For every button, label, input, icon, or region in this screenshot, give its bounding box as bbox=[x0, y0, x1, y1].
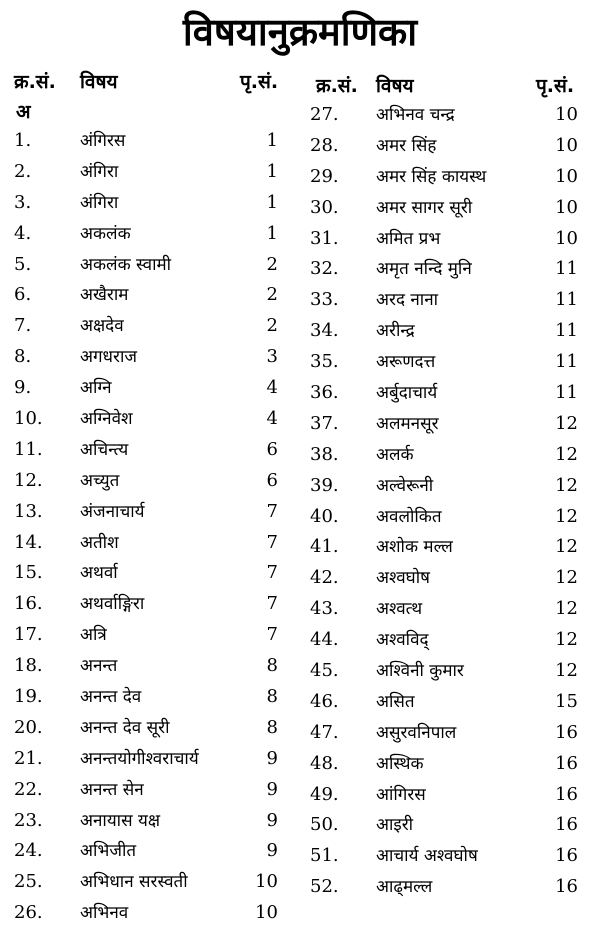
index-entry bbox=[0, 836, 296, 867]
entry-topic: अर्बुदाचार्य bbox=[376, 383, 438, 404]
entry-page-number: 16 bbox=[555, 752, 578, 774]
index-entry bbox=[0, 311, 296, 342]
index-entry bbox=[304, 687, 600, 718]
entry-page-number: 16 bbox=[555, 721, 578, 743]
entry-page-number: 7 bbox=[266, 562, 278, 584]
index-entry bbox=[304, 378, 600, 409]
entry-page-number: 12 bbox=[555, 505, 578, 527]
entry-number: 34. bbox=[310, 320, 339, 342]
entry-number: 40. bbox=[310, 505, 339, 527]
entry-number: 24. bbox=[14, 840, 43, 862]
index-entry bbox=[0, 713, 296, 744]
entry-page-number: 4 bbox=[266, 377, 278, 399]
entry-page-number: 12 bbox=[555, 567, 578, 589]
entry-topic: अमर सागर सूरी bbox=[376, 197, 473, 218]
entry-number: 31. bbox=[310, 227, 339, 249]
index-entry bbox=[0, 620, 296, 651]
entry-topic: अमृत नन्दि मुनि bbox=[376, 259, 472, 280]
entry-page-number: 15 bbox=[555, 690, 578, 712]
entry-topic: अश्वत्थ bbox=[376, 599, 423, 620]
entry-page-number: 16 bbox=[555, 783, 578, 805]
entry-topic: असुरवनिपाल bbox=[376, 722, 457, 743]
entry-topic: असित bbox=[376, 691, 415, 712]
entry-page-number: 11 bbox=[555, 289, 578, 311]
entry-topic: अनन्त देव bbox=[80, 687, 142, 708]
index-entry bbox=[304, 162, 600, 193]
entry-number: 10. bbox=[14, 408, 43, 430]
entry-topic: अकलंक bbox=[80, 223, 131, 244]
entry-topic: अलर्क bbox=[376, 444, 414, 465]
entry-page-number: 10 bbox=[555, 227, 578, 249]
entry-topic: अश्वविद् bbox=[376, 630, 429, 651]
entry-number: 2. bbox=[14, 160, 32, 182]
entry-topic: अतीश bbox=[80, 532, 119, 553]
entry-number: 20. bbox=[14, 716, 43, 738]
index-entry bbox=[0, 589, 296, 620]
entry-page-number: 16 bbox=[555, 845, 578, 867]
entry-number: 52. bbox=[310, 876, 339, 898]
entry-number: 19. bbox=[14, 686, 43, 708]
index-entry bbox=[304, 502, 600, 533]
entry-page-number: 11 bbox=[555, 258, 578, 280]
entry-topic: अनन्तयोगीश्वराचार्य bbox=[80, 748, 199, 769]
entry-topic: अथर्वा bbox=[80, 563, 118, 584]
entry-number: 45. bbox=[310, 660, 339, 682]
entry-number: 4. bbox=[14, 222, 32, 244]
entry-number: 12. bbox=[14, 469, 43, 491]
index-entry bbox=[0, 651, 296, 682]
index-entry bbox=[304, 193, 600, 224]
entry-page-number: 12 bbox=[555, 474, 578, 496]
index-entry bbox=[0, 157, 296, 188]
entry-page-number: 12 bbox=[555, 598, 578, 620]
index-entry bbox=[0, 806, 296, 837]
entry-number: 47. bbox=[310, 721, 339, 743]
entry-number: 48. bbox=[310, 752, 339, 774]
entry-page-number: 9 bbox=[266, 840, 278, 862]
entry-topic: अनन्त देव सूरी bbox=[80, 717, 170, 738]
index-entry bbox=[304, 718, 600, 749]
entry-topic: अस्थिक bbox=[376, 753, 424, 774]
index-entry bbox=[304, 285, 600, 316]
entry-page-number: 2 bbox=[266, 284, 278, 306]
entry-number: 41. bbox=[310, 536, 339, 558]
entry-topic: अंगिरा bbox=[80, 161, 119, 182]
entry-number: 30. bbox=[310, 196, 339, 218]
index-entry bbox=[304, 749, 600, 780]
entry-topic: अनायास यक्ष bbox=[80, 810, 161, 831]
entry-page-number: 3 bbox=[266, 346, 278, 368]
entry-page-number: 1 bbox=[266, 130, 278, 151]
index-entry bbox=[0, 126, 296, 157]
entry-page-number: 12 bbox=[555, 412, 578, 434]
entry-topic: अरूणदत्त bbox=[376, 352, 436, 373]
entry-page-number: 7 bbox=[266, 500, 278, 522]
entry-topic: अवलोकित bbox=[376, 506, 442, 527]
header-serial-number: क्र.सं. bbox=[14, 71, 56, 93]
index-entry bbox=[304, 347, 600, 378]
entry-topic: अथर्वाङ्गिरा bbox=[80, 594, 145, 615]
entry-page-number: 10 bbox=[255, 902, 278, 924]
entry-page-number: 16 bbox=[555, 876, 578, 898]
entry-topic: आचार्य अश्वघोष bbox=[376, 846, 478, 867]
entry-number: 32. bbox=[310, 258, 339, 280]
entry-page-number: 7 bbox=[266, 593, 278, 615]
index-entry bbox=[304, 316, 600, 347]
entry-number: 17. bbox=[14, 624, 43, 646]
entry-topic: अमर सिंह bbox=[376, 135, 437, 156]
index-entry bbox=[304, 532, 600, 563]
entry-number: 35. bbox=[310, 351, 339, 373]
index-entry bbox=[0, 744, 296, 775]
entry-page-number: 12 bbox=[555, 536, 578, 558]
entry-topic: अश्विनी कुमार bbox=[376, 661, 464, 682]
entry-page-number: 1 bbox=[266, 160, 278, 182]
entry-page-number: 11 bbox=[555, 382, 578, 404]
index-entry bbox=[304, 563, 600, 594]
header-serial-number: क्र.सं. bbox=[316, 75, 358, 97]
entry-number: 25. bbox=[14, 871, 43, 893]
entry-page-number: 2 bbox=[266, 315, 278, 337]
entry-topic: अंजनाचार्य bbox=[80, 501, 145, 522]
entry-number: 23. bbox=[14, 809, 43, 831]
entry-number: 16. bbox=[14, 593, 43, 615]
entry-topic: अग्नि bbox=[80, 378, 112, 399]
header-page-number: पृ.सं. bbox=[240, 71, 279, 93]
index-entry bbox=[304, 841, 600, 872]
entry-topic: आढ्मल्ल bbox=[376, 877, 433, 898]
entry-topic: अमर सिंह कायस्थ bbox=[376, 166, 487, 187]
entry-number: 22. bbox=[14, 778, 43, 800]
index-entry bbox=[304, 131, 600, 162]
index-entry bbox=[304, 810, 600, 841]
entry-number: 37. bbox=[310, 412, 339, 434]
entry-topic: अभिधान सरस्वती bbox=[80, 872, 188, 893]
entry-topic: अकलंक स्वामी bbox=[80, 254, 172, 275]
entry-page-number: 10 bbox=[255, 871, 278, 893]
entry-page-number: 7 bbox=[266, 531, 278, 553]
entry-topic: अल्वेरूनी bbox=[376, 475, 434, 496]
entry-number: 13. bbox=[14, 500, 43, 522]
entry-topic: अनन्त bbox=[80, 656, 118, 677]
entry-topic: अभिनव चन्द्र bbox=[376, 105, 455, 125]
entry-number: 33. bbox=[310, 289, 339, 311]
entry-page-number: 11 bbox=[555, 320, 578, 342]
entry-number: 9. bbox=[14, 377, 32, 399]
entry-page-number: 12 bbox=[555, 443, 578, 465]
entry-page-number: 12 bbox=[555, 629, 578, 651]
entry-page-number: 9 bbox=[266, 747, 278, 769]
entry-number: 18. bbox=[14, 655, 43, 677]
entry-page-number: 8 bbox=[266, 655, 278, 677]
index-entry bbox=[0, 219, 296, 250]
entry-page-number: 6 bbox=[266, 438, 278, 460]
entry-topic: अरीन्द्र bbox=[376, 321, 415, 342]
entry-topic: अगधराज bbox=[80, 347, 137, 368]
entry-topic: अग्निवेश bbox=[80, 409, 133, 430]
header-page-number: पृ.सं. bbox=[536, 75, 575, 97]
index-entry bbox=[304, 656, 600, 687]
entry-page-number: 12 bbox=[555, 660, 578, 682]
entry-number: 26. bbox=[14, 902, 43, 924]
page-title: विषयानुक्रमणिका bbox=[182, 10, 418, 54]
entry-number: 42. bbox=[310, 567, 339, 589]
entry-topic: अत्रि bbox=[80, 625, 107, 646]
entry-page-number: 10 bbox=[555, 104, 578, 125]
entry-number: 36. bbox=[310, 382, 339, 404]
index-entry bbox=[304, 100, 600, 131]
index-entry bbox=[304, 409, 600, 440]
entry-topic: अश्वघोष bbox=[376, 568, 430, 589]
entry-number: 38. bbox=[310, 443, 339, 465]
entry-topic: अंगिरस bbox=[80, 131, 126, 151]
entry-topic: अनन्त सेन bbox=[80, 779, 144, 800]
entry-page-number: 9 bbox=[266, 809, 278, 831]
entry-number: 43. bbox=[310, 598, 339, 620]
index-entry bbox=[0, 528, 296, 559]
entry-page-number: 2 bbox=[266, 253, 278, 275]
entry-topic: अक्षदेव bbox=[80, 316, 124, 337]
entry-topic: अरद नाना bbox=[376, 290, 439, 311]
index-list-right bbox=[304, 100, 600, 903]
index-entry bbox=[0, 250, 296, 281]
index-entry bbox=[304, 872, 600, 903]
index-entry bbox=[0, 898, 296, 929]
entry-number: 5. bbox=[14, 253, 32, 275]
entry-topic: अलमनसूर bbox=[376, 413, 439, 434]
index-entry bbox=[0, 867, 296, 898]
entry-number: 14. bbox=[14, 531, 43, 553]
index-entry bbox=[0, 373, 296, 404]
entry-page-number: 6 bbox=[266, 469, 278, 491]
entry-page-number: 10 bbox=[555, 165, 578, 187]
entry-topic: अखैराम bbox=[80, 285, 129, 306]
entry-topic: अंगिरा bbox=[80, 192, 119, 213]
entry-number: 7. bbox=[14, 315, 32, 337]
entry-topic: अभिनव bbox=[80, 903, 129, 924]
entry-page-number: 8 bbox=[266, 686, 278, 708]
entry-page-number: 1 bbox=[266, 222, 278, 244]
entry-topic: अच्युत bbox=[80, 470, 120, 491]
entry-number: 28. bbox=[310, 134, 339, 156]
index-entry bbox=[304, 440, 600, 471]
entry-page-number: 9 bbox=[266, 778, 278, 800]
entry-number: 21. bbox=[14, 747, 43, 769]
entry-topic: अशोक मल्ल bbox=[376, 537, 453, 558]
entry-number: 27. bbox=[310, 104, 339, 125]
index-entry bbox=[0, 342, 296, 373]
entry-number: 6. bbox=[14, 284, 32, 306]
index-entry bbox=[0, 682, 296, 713]
index-entry bbox=[304, 780, 600, 811]
entry-page-number: 7 bbox=[266, 624, 278, 646]
entry-topic: आइरी bbox=[376, 815, 414, 836]
index-entry bbox=[0, 404, 296, 435]
entry-page-number: 10 bbox=[555, 134, 578, 156]
entry-number: 51. bbox=[310, 845, 339, 867]
entry-number: 46. bbox=[310, 690, 339, 712]
entry-number: 44. bbox=[310, 629, 339, 651]
entry-page-number: 8 bbox=[266, 716, 278, 738]
entry-number: 8. bbox=[14, 346, 32, 368]
index-entry bbox=[304, 471, 600, 502]
entry-topic: अमित प्रभ bbox=[376, 228, 441, 249]
index-entry bbox=[304, 594, 600, 625]
entry-page-number: 1 bbox=[266, 191, 278, 213]
index-entry bbox=[0, 775, 296, 806]
entry-page-number: 11 bbox=[555, 351, 578, 373]
entry-number: 39. bbox=[310, 474, 339, 496]
entry-topic: अभिजीत bbox=[80, 841, 137, 862]
index-entry bbox=[304, 625, 600, 656]
index-entry bbox=[304, 224, 600, 255]
index-entry bbox=[0, 188, 296, 219]
entry-number: 3. bbox=[14, 191, 32, 213]
index-list-left bbox=[0, 126, 296, 929]
entry-number: 15. bbox=[14, 562, 43, 584]
index-entry bbox=[0, 497, 296, 528]
entry-page-number: 4 bbox=[266, 408, 278, 430]
section-letter: अ bbox=[16, 101, 31, 123]
index-entry bbox=[0, 466, 296, 497]
entry-page-number: 16 bbox=[555, 814, 578, 836]
index-entry bbox=[0, 558, 296, 589]
index-entry bbox=[0, 435, 296, 466]
header-topic: विषय bbox=[80, 71, 118, 93]
entry-number: 29. bbox=[310, 165, 339, 187]
entry-topic: आंगिरस bbox=[376, 784, 426, 805]
entry-number: 50. bbox=[310, 814, 339, 836]
index-entry bbox=[0, 280, 296, 311]
entry-number: 49. bbox=[310, 783, 339, 805]
entry-number: 11. bbox=[14, 438, 43, 460]
entry-page-number: 10 bbox=[555, 196, 578, 218]
entry-number: 1. bbox=[14, 130, 32, 151]
index-entry bbox=[304, 254, 600, 285]
header-topic: विषय bbox=[376, 75, 414, 97]
entry-topic: अचिन्त्य bbox=[80, 439, 129, 460]
